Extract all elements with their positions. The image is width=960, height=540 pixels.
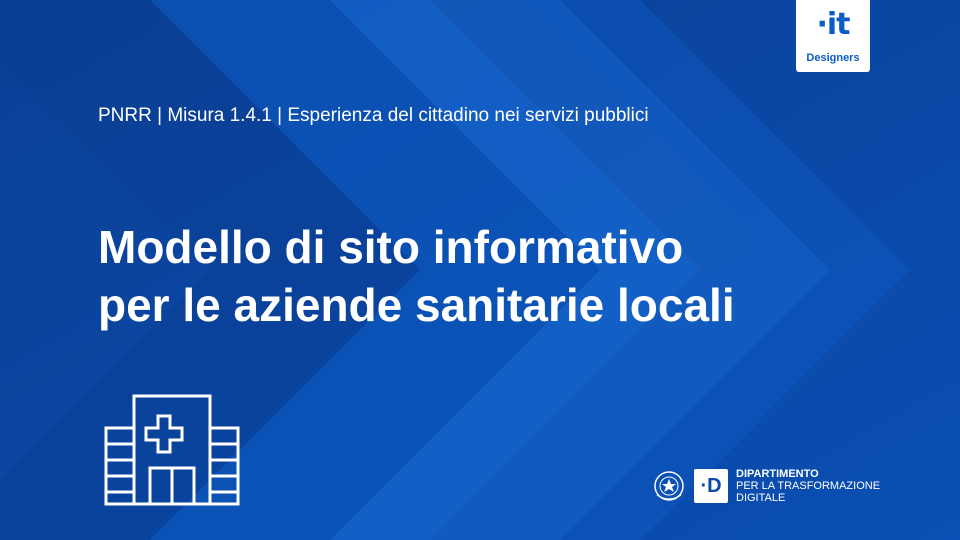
subtitle: PNRR | Misura 1.4.1 | Esperienza del cittadino nei servizi pubblici bbox=[98, 105, 649, 126]
designers-italia-logo[interactable] bbox=[796, 0, 870, 72]
logo-caption: Designers bbox=[806, 52, 860, 64]
hospital-icon bbox=[102, 392, 242, 506]
title-line-2: per le aziende sanitarie locali bbox=[98, 279, 735, 331]
department-branding bbox=[652, 466, 880, 506]
page-title bbox=[98, 218, 818, 334]
title-line-1: Modello di sito informativo bbox=[98, 221, 684, 273]
department-name: DIPARTIMENTO PER LA TRASFORMAZIONE DIGITALE bbox=[736, 468, 881, 504]
republic-emblem-icon bbox=[652, 469, 686, 503]
logo-mark: ·it bbox=[816, 7, 850, 42]
department-d-logo: ·D bbox=[694, 469, 728, 503]
